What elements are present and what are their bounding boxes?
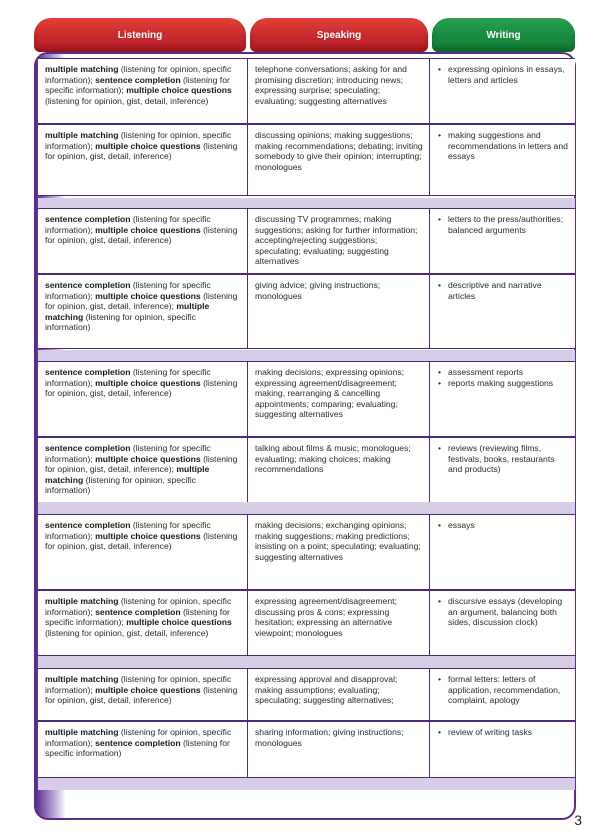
writing-item — [438, 727, 569, 738]
writing-item — [438, 367, 569, 378]
task-type: multiple matching — [45, 674, 119, 684]
task-type: sentence completion — [45, 443, 131, 453]
task-type: sentence completion — [45, 520, 131, 530]
task-type: sentence completion — [95, 74, 181, 85]
speaking-cell: expressing approval and disapproval; making assumptions; evaluating; speculating; suggesting alternatives; — [248, 669, 430, 720]
writing-item — [438, 378, 569, 389]
speaking-cell: talking about films & music; monologues; evaluating; making choices; making recommendations — [248, 438, 430, 512]
table-row — [38, 668, 575, 721]
task-type: multiple matching — [45, 464, 210, 485]
task-type: multiple choice questions — [95, 530, 201, 541]
bullet-icon: • — [438, 443, 442, 453]
task-type: multiple matching — [45, 130, 119, 140]
bullet-icon: • — [438, 596, 442, 606]
writing-item-text: letters to the press/authorities; balanced arguments — [448, 214, 564, 235]
writing-item — [438, 520, 569, 531]
writing-item — [438, 674, 569, 706]
task-detail: (listening for specific information); — [45, 520, 211, 541]
bullet-icon: • — [438, 64, 442, 74]
writing-item-text: descriptive and narrative articles — [448, 280, 542, 301]
task-detail: (listening for opinion, gist, detail, inference) — [45, 530, 238, 552]
bullet-icon: • — [438, 367, 442, 377]
listening-cell — [38, 59, 248, 123]
task-type: sentence completion — [45, 214, 131, 224]
writing-item-text: essays — [448, 520, 475, 530]
task-detail: (listening for opinion, gist, detail, inference) — [45, 627, 209, 638]
listening-cell — [38, 722, 248, 777]
task-detail: (listening for opinion, specific information); — [45, 674, 232, 695]
writing-item-text: review of writing tasks — [448, 727, 533, 737]
task-detail: (listening for specific information); — [45, 367, 211, 388]
task-detail: (listening for opinion, gist, detail, inference) — [45, 684, 238, 706]
page-number: 3 — [574, 812, 582, 828]
speaking-cell: discussing opinions; making suggestions; making recommendations; debating; inviting somebody to give their opinion; interrupting; monologues — [248, 125, 430, 195]
task-detail: (listening for opinion, gist, detail, inference); — [45, 290, 238, 312]
task-detail: (listening for specific information) — [45, 737, 230, 759]
writing-item-text: assessment reports — [448, 367, 523, 377]
bullet-icon: • — [438, 130, 442, 140]
writing-item-text: formal letters: letters of application, recommendation, complaint, apology — [448, 674, 561, 706]
tab-writing-label: Writing — [486, 29, 521, 41]
task-type: sentence completion — [45, 280, 131, 290]
listening-cell — [38, 362, 248, 436]
speaking-cell: giving advice; giving instructions; monologues — [248, 275, 430, 348]
section-divider — [38, 656, 575, 668]
writing-cell — [430, 362, 575, 436]
writing-cell — [430, 591, 575, 655]
writing-cell — [430, 669, 575, 720]
writing-cell — [430, 515, 575, 589]
listening-cell — [38, 209, 248, 273]
writing-cell — [430, 722, 575, 777]
writing-cell — [430, 275, 575, 348]
table-row — [38, 361, 575, 437]
bullet-icon: • — [438, 520, 442, 530]
task-type: multiple choice questions — [95, 453, 201, 464]
task-detail: (listening for opinion, specific information); — [45, 596, 232, 617]
writing-cell — [430, 125, 575, 195]
task-detail: (listening for opinion, specific information); — [45, 64, 232, 85]
listening-cell — [38, 275, 248, 348]
task-detail: (listening for opinion, specific information); — [45, 130, 232, 151]
section-divider — [38, 778, 575, 790]
table-row — [38, 590, 575, 656]
tab-writing — [432, 18, 575, 52]
speaking-cell: discussing TV programmes; making suggestions; asking for further information; accepting/rejecting suggestions; speculating; evaluating; suggesting alternatives — [248, 209, 430, 273]
task-detail: (listening for specific information); — [45, 443, 211, 464]
speaking-cell: expressing agreement/disagreement; discussing pros & cons; expressing hesitation; expressing an alternative viewpoint; monologues — [248, 591, 430, 655]
writing-item-text: making suggestions and recommendations in letters and essays — [448, 130, 568, 162]
task-type: multiple choice questions — [95, 224, 201, 235]
task-type: multiple matching — [45, 596, 119, 606]
writing-item — [438, 64, 569, 85]
tab-speaking — [250, 18, 428, 52]
task-type: multiple choice questions — [95, 377, 201, 388]
task-type: multiple matching — [45, 64, 119, 74]
speaking-cell: sharing information; giving instructions; monologues — [248, 722, 430, 777]
task-detail: (listening for opinion, specific information) — [45, 311, 196, 333]
listening-cell — [38, 125, 248, 195]
table-row — [38, 274, 575, 349]
task-type: multiple matching — [45, 301, 210, 322]
writing-item-text: reports making suggestions — [448, 377, 554, 388]
task-detail: (listening for opinion, gist, detail, inference) — [45, 377, 238, 399]
task-detail: (listening for opinion, gist, detail, inference) — [45, 140, 238, 162]
writing-cell — [430, 438, 575, 512]
task-type: multiple choice questions — [95, 290, 201, 301]
table-row — [38, 721, 575, 778]
writing-item — [438, 214, 569, 235]
listening-cell — [38, 591, 248, 655]
writing-item-text: expressing opinions in essays, letters and articles — [448, 64, 565, 85]
tab-speaking-label: Speaking — [316, 29, 362, 41]
task-detail: (listening for specific information); — [45, 280, 211, 301]
speaking-cell: making decisions; exchanging opinions; making suggestions; making predictions; insisting on a point; speculating; evaluating; suggesting alternatives — [248, 515, 430, 589]
task-type: multiple choice questions — [126, 617, 232, 628]
bullet-icon: • — [438, 674, 442, 684]
task-type: sentence completion — [95, 606, 181, 617]
tab-listening — [34, 18, 246, 52]
writing-item — [438, 130, 569, 162]
task-detail: (listening for opinion, gist, detail, inference); — [45, 453, 238, 475]
tab-listening-label: Listening — [117, 29, 163, 41]
table-row — [38, 514, 575, 590]
writing-item-text: discursive essays (developing an argument, balancing both sides, discussion clock) — [448, 596, 563, 628]
section-divider — [38, 502, 575, 514]
bullet-icon: • — [438, 214, 442, 224]
task-detail: (listening for opinion, gist, detail, inference) — [45, 95, 209, 106]
task-type: multiple choice questions — [126, 85, 232, 96]
table-row — [38, 208, 575, 274]
task-type: sentence completion — [95, 737, 181, 748]
task-detail: (listening for specific information); — [45, 606, 230, 628]
table-row — [38, 58, 575, 124]
speaking-cell: telephone conversations; asking for and promising discretion; introducing news; expressing surprise; speculating; evaluating; suggesting alternatives — [248, 59, 430, 123]
listening-cell — [38, 669, 248, 720]
writing-cell — [430, 59, 575, 123]
bullet-icon: • — [438, 727, 442, 737]
writing-item — [438, 596, 569, 628]
task-type: multiple matching — [45, 727, 119, 737]
task-detail: (listening for opinion, gist, detail, inference) — [45, 224, 238, 246]
bullet-icon: • — [438, 377, 442, 388]
writing-item-text: reviews (reviewing films, festivals, books, restaurants and products) — [448, 443, 555, 475]
bullet-icon: • — [438, 280, 442, 290]
writing-cell — [430, 209, 575, 273]
task-detail: (listening for opinion, specific information); — [45, 727, 232, 748]
task-type: multiple choice questions — [95, 140, 201, 151]
task-type: sentence completion — [45, 367, 131, 377]
task-type: multiple choice questions — [95, 684, 201, 695]
listening-cell — [38, 438, 248, 512]
table-row — [38, 124, 575, 196]
task-detail: (listening for opinion, specific information) — [45, 474, 196, 496]
task-detail: (listening for specific information); — [45, 74, 230, 96]
task-detail: (listening for specific information); — [45, 214, 211, 235]
writing-item — [438, 280, 569, 301]
speaking-cell: making decisions; expressing opinions; expressing agreement/disagreement; making, rearranging & cancelling appointments; comparing; evaluating; suggesting alternatives — [248, 362, 430, 436]
writing-item — [438, 443, 569, 475]
listening-cell — [38, 515, 248, 589]
